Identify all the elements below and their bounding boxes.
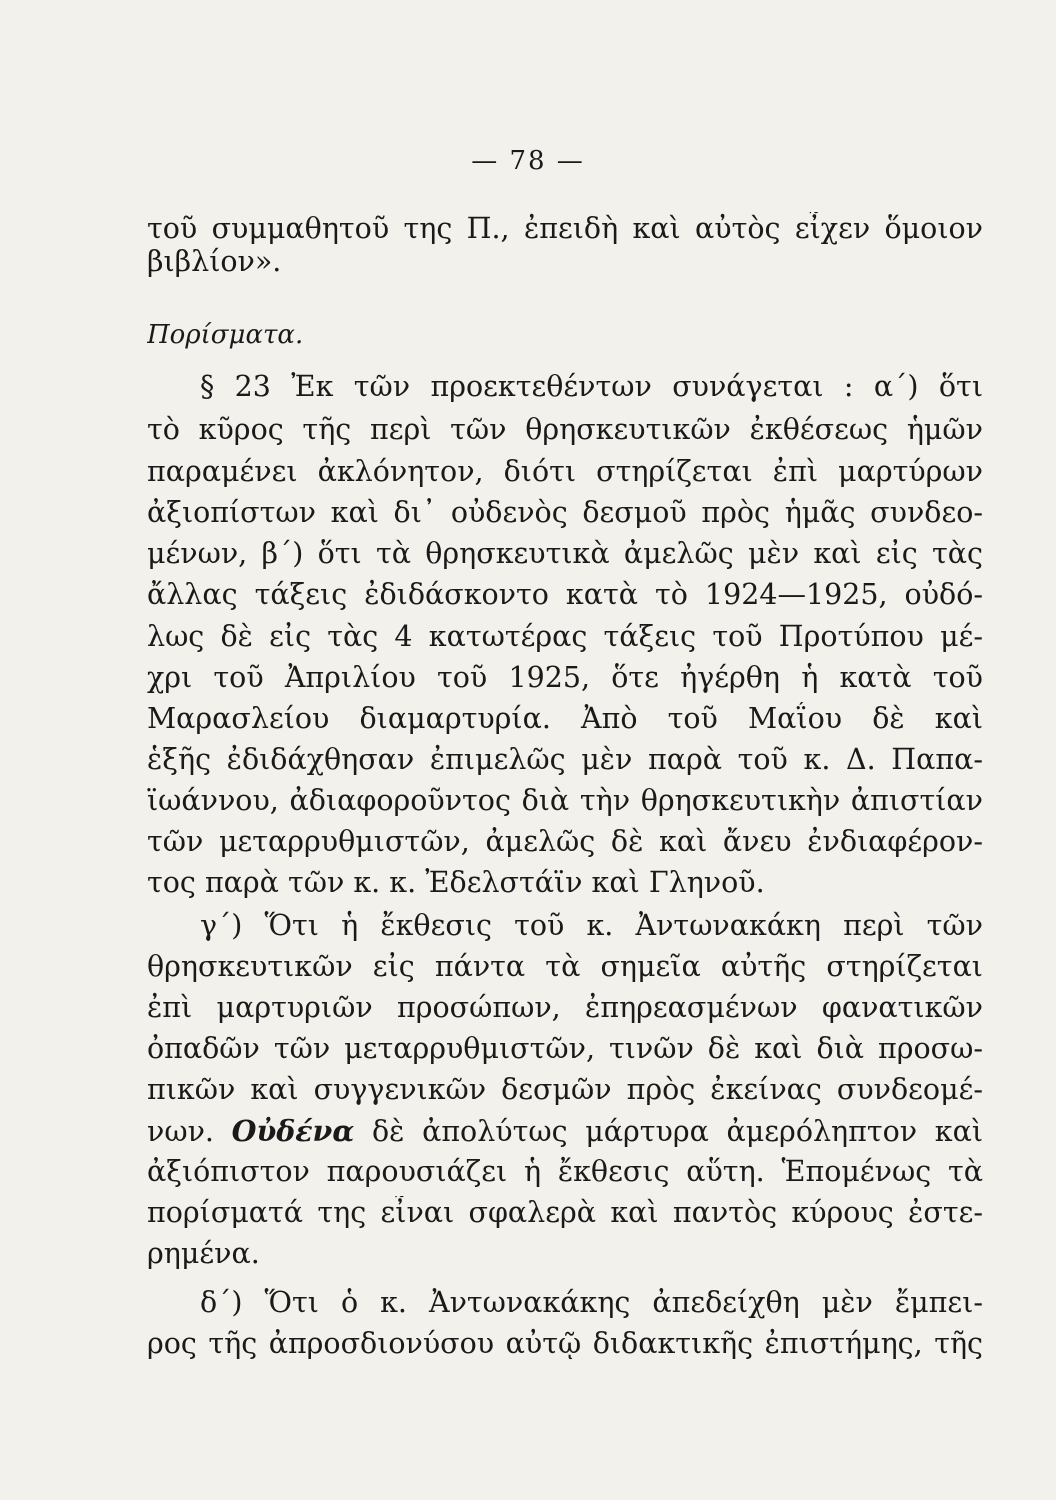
text-line: τοῦ συμμαθητοῦ της Π., ἐπειδὴ καὶ αὐτὸς εἶχεν ὅμοιον bbox=[147, 212, 983, 245]
text-line bbox=[147, 1114, 983, 1149]
section-heading: Πορίσματα. bbox=[147, 320, 304, 350]
page-number: — 78 — bbox=[471, 146, 585, 176]
text-line: χρι τοῦ Ἀπριλίου τοῦ 1925, ὅτε ἠγέρθη ἡ κατὰ τοῦ bbox=[147, 661, 983, 694]
text-line: ἑξῆς ἐδιδάχθησαν ἐπιμελῶς μὲν παρὰ τοῦ κ. Δ. Παπα- bbox=[147, 743, 983, 776]
text-line: δ΄) Ὅτι ὁ κ. Ἀντωνακάκης ἀπεδείχθη μὲν ἔμπει- bbox=[200, 1286, 983, 1319]
text-span: νων. bbox=[147, 1115, 232, 1148]
text-line: Μαρασλείου διαμαρτυρία. Ἀπὸ τοῦ Μαΐου δὲ καὶ bbox=[147, 702, 983, 735]
text-line: ϊωάννου, ἀδιαφοροῦντος διὰ τὴν θρησκευτικὴν ἀπιστίαν bbox=[147, 784, 983, 817]
text-line: ρος τῆς ἀπροσδιονύσου αὐτῷ διδακτικῆς ἐπιστήμης, τῆς bbox=[147, 1327, 983, 1360]
text-line: τὸ κῦρος τῆς περὶ τῶν θρησκευτικῶν ἐκθέσεως ἡμῶν bbox=[147, 413, 983, 446]
text-line: τος παρὰ τῶν κ. κ. Ἐδελστάϊν καὶ Γληνοῦ. bbox=[147, 866, 765, 899]
text-line: ἄλλας τάξεις ἐδιδάσκοντο κατὰ τὸ 1924—1925, οὐδό- bbox=[147, 578, 983, 611]
text-line: τῶν μεταρρυθμιστῶν, ἀμελῶς δὲ καὶ ἄνευ ἐνδιαφέρον- bbox=[147, 825, 983, 858]
text-line: ρημένα. bbox=[147, 1237, 260, 1270]
text-line: βιβλίον». bbox=[147, 245, 282, 278]
text-line: ἀξιόπιστον παρουσιάζει ἡ ἔκθεσις αὕτη. Ἑπομένως τὰ bbox=[147, 1155, 983, 1188]
text-line: § 23 Ἐκ τῶν προεκτεθέντων συνάγεται : α΄) ὅτι bbox=[200, 370, 983, 403]
text-line: παραμένει ἀκλόνητον, διότι στηρίζεται ἐπὶ μαρτύρων bbox=[147, 455, 983, 488]
text-line: πορίσματά της εἶναι σφαλερὰ καὶ παντὸς κύρους ἐστε- bbox=[147, 1196, 983, 1229]
text-line: μένων, β΄) ὅτι τὰ θρησκευτικὰ ἀμελῶς μὲν καὶ εἰς τὰς bbox=[147, 537, 983, 570]
text-line: ἐπὶ μαρτυριῶν προσώπων, ἐπηρεασμένων φανατικῶν bbox=[147, 991, 983, 1024]
text-span: δὲ ἀπολύτως μάρτυρα ἀμερόληπτον καὶ bbox=[354, 1115, 983, 1148]
text-line: πικῶν καὶ συγγενικῶν δεσμῶν πρὸς ἐκείνας συνδεομέ- bbox=[147, 1073, 983, 1106]
text-line: λως δὲ εἰς τὰς 4 κατωτέρας τάξεις τοῦ Προτύπου μέ- bbox=[147, 620, 983, 653]
emphasized-word: Οὐδένα bbox=[231, 1114, 355, 1148]
text-line: γ΄) Ὅτι ἡ ἔκθεσις τοῦ κ. Ἀντωνακάκη περὶ τῶν bbox=[200, 909, 983, 942]
text-line: ἀξιοπίστων καὶ δι᾽ οὐδενὸς δεσμοῦ πρὸς ἡμᾶς συνδεο- bbox=[147, 496, 983, 529]
text-line: θρησκευτικῶν εἰς πάντα τὰ σημεῖα αὐτῆς στηρίζεται bbox=[147, 950, 983, 983]
text-line: ὀπαδῶν τῶν μεταρρυθμιστῶν, τινῶν δὲ καὶ διὰ προσω- bbox=[147, 1032, 983, 1065]
